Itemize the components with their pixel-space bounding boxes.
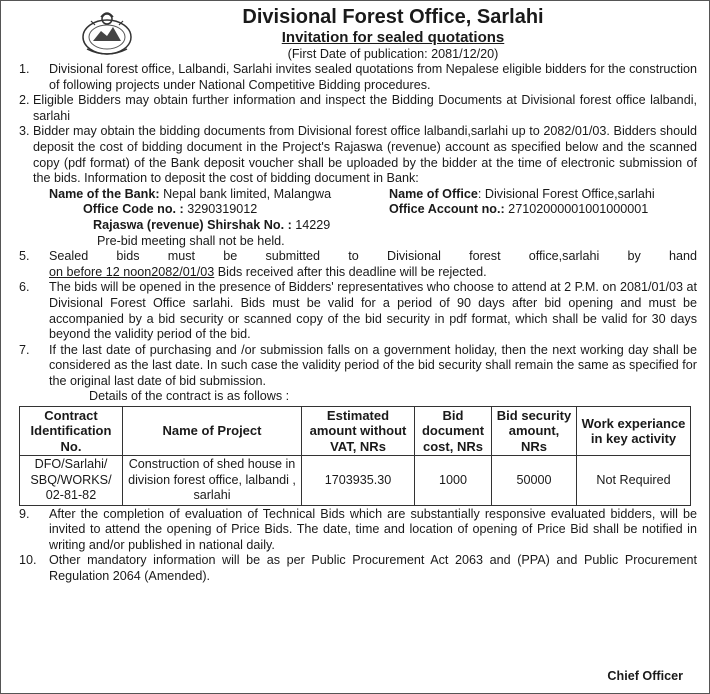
table-header-row <box>20 407 691 456</box>
clause-1 <box>19 62 697 93</box>
nepal-emblem-icon <box>79 7 135 57</box>
col-header-project: Name of Project <box>123 407 302 456</box>
col-header-contract-id: Contract Identification No. <box>20 407 123 456</box>
notice-header <box>89 5 697 62</box>
clause-number: 1. <box>19 62 30 76</box>
col-header-experience: Work experiance in key activity <box>577 407 691 456</box>
contract-table <box>19 406 691 505</box>
clause-number: 3. <box>19 124 30 139</box>
signature-title: Chief Officer <box>607 669 683 684</box>
table-row <box>20 456 691 505</box>
clause-text: Sealed bids must be submitted to Divisional forest office,sarlahi by hand <box>49 249 697 264</box>
clause-text: Divisional forest office, Lalbandi, Sarlahi invites sealed quotations from Nepalese eligible bidders for the construction of following projects under National Competitive Bidding procedures. <box>49 62 698 92</box>
clause-7 <box>19 343 697 390</box>
clause-number: 7. <box>19 342 30 357</box>
publication-date: (First Date of publication: 2081/12/20) <box>287 47 499 61</box>
office-code-label: Office Code no. : <box>83 202 184 217</box>
clause-text: Other mandatory information will be as per Public Procurement Act 2063 and (PPA) and Public Procurement Regulation 2064 (Amended). <box>49 553 697 583</box>
cell-project: Construction of shed house in division forest office, lalbandi , sarlahi <box>123 456 302 505</box>
cell-contract-id: DFO/Sarlahi/ SBQ/WORKS/ 02-81-82 <box>20 456 123 505</box>
cell-doc-cost: 1000 <box>415 456 492 505</box>
clause-text: Eligible Bidders may obtain further information and inspect the Bidding Documents at Divisional forest office lalbandi, sarlahi <box>33 93 697 123</box>
clause-9 <box>19 507 697 554</box>
office-account-label: Office Account no.: <box>389 202 505 217</box>
clause-text: The bids will be opened in the presence of Bidders' representatives who choose to attend at 2 P.M. on 2081/01/03 at Divisional Forest Office sarlahi. Bids must be valid for a period of 90 days after bid opening and must be accompanied by a bid security or scanned copy of the bid security in pdf format, which shall be valid for 30 days beyond the validity period of the bid. <box>49 280 697 342</box>
clause-number: 10. <box>19 553 37 568</box>
clause-3 <box>19 124 697 186</box>
cell-amount: 1703935.30 <box>302 456 415 505</box>
bank-details <box>19 187 697 249</box>
col-header-security: Bid security amount, NRs <box>492 407 577 456</box>
shirshak-value: 14229 <box>291 217 331 232</box>
page-title: Divisional Forest Office, Sarlahi <box>242 6 544 28</box>
office-name-value: : Divisional Forest Office,sarlahi <box>477 186 655 201</box>
clause-number: 5. <box>19 249 30 264</box>
col-header-doc-cost: Bid document cost, NRs <box>415 407 492 456</box>
notice-subtitle: Invitation for sealed quotations <box>281 29 505 46</box>
clause-10 <box>19 553 697 584</box>
details-label: Details of the contract is as follows : <box>89 389 290 404</box>
clause-text: If the last date of purchasing and /or submission falls on a government holiday, then the next working day shall be considered as the last date. In such case the validity period of the bid security shall remain the same as specified for the original last date of bid submission. <box>49 342 697 388</box>
bank-name-value: Nepal bank limited, Malangwa <box>159 186 332 201</box>
clause-number: 2. <box>19 93 30 108</box>
office-account-value: 27102000001001000001 <box>504 202 649 217</box>
office-name-label: Name of Office <box>389 186 478 201</box>
clause-2 <box>19 93 697 124</box>
clause-text: Bidder may obtain the bidding documents from Divisional forest office lalbandi,sarlahi up to 2082/01/03. Bidders should deposit the cost of bidding document in the Project's Rajaswa (revenue) account as specified below and the scanned copy (pdf format) of the Bank deposit voucher shall be uploaded by the bidder at the time of electronic submission of the bids. Information to deposit the cost of bidding document in Bank: <box>33 124 697 186</box>
office-code-value: 3290319012 <box>183 202 258 217</box>
clause-text: After the completion of evaluation of Technical Bids which are substantially responsive evaluated bidders, will be invited to attend the opening of Price Bids. The date, time and location of opening of Price Bid shall be notified in writing and/or published in national daily. <box>49 506 697 552</box>
clause-6 <box>19 280 697 342</box>
prebid-note: Pre-bid meeting shall not be held. <box>97 233 285 248</box>
bank-name-label: Name of the Bank: <box>49 186 160 201</box>
clause-text: Bids received after this deadline will be rejected. <box>214 264 487 279</box>
deadline-text: on before 12 noon2082/01/03 <box>49 264 215 279</box>
cell-experience: Not Required <box>577 456 691 505</box>
clause-number: 6. <box>19 280 30 295</box>
clause-5 <box>19 249 697 280</box>
shirshak-label: Rajaswa (revenue) Shirshak No. : <box>93 217 292 232</box>
clause-number: 9. <box>19 506 30 521</box>
cell-security: 50000 <box>492 456 577 505</box>
col-header-amount: Estimated amount without VAT, NRs <box>302 407 415 456</box>
